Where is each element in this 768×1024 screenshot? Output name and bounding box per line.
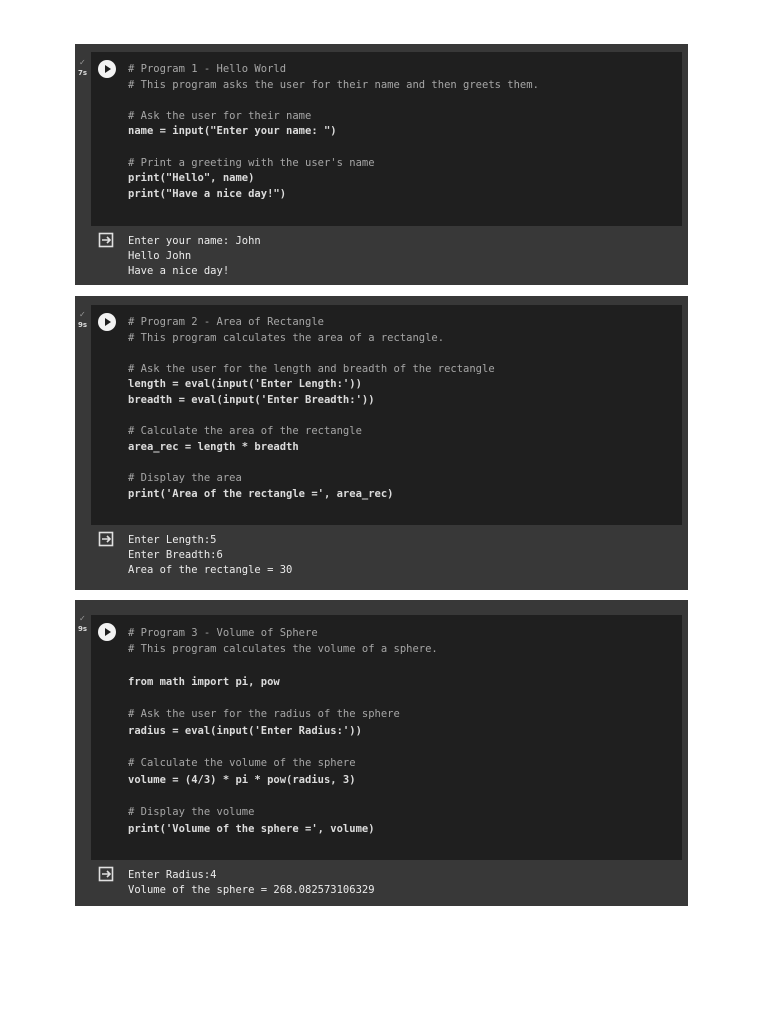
output-line: Enter Breadth:6 bbox=[128, 549, 223, 561]
blank-line bbox=[128, 346, 495, 362]
run-cell-button[interactable] bbox=[98, 623, 116, 641]
blank-line bbox=[128, 690, 438, 706]
output-lines bbox=[128, 234, 261, 279]
output-line: Enter your name: John bbox=[128, 235, 261, 247]
run-cell-button[interactable] bbox=[98, 313, 116, 331]
code-line: print('Area of the rectangle =', area_rec) bbox=[128, 487, 394, 500]
execution-time: 9s bbox=[78, 321, 88, 329]
cell-output bbox=[91, 525, 682, 590]
code-line: print("Have a nice day!") bbox=[128, 187, 287, 200]
output-line: Have a nice day! bbox=[128, 265, 230, 277]
blank-line bbox=[128, 788, 438, 804]
code-line: volume = (4/3) * pi * pow(radius, 3) bbox=[128, 773, 356, 786]
output-line: Area of the rectangle = 30 bbox=[128, 564, 293, 576]
code-comment-line: # Program 1 - Hello World bbox=[128, 63, 287, 75]
code-line: name = input("Enter your name: ") bbox=[128, 125, 337, 138]
code-editor[interactable] bbox=[91, 52, 682, 226]
code-cell-3[interactable] bbox=[75, 600, 688, 906]
code-comment-line: # This program asks the user for their name and then greets them. bbox=[128, 78, 539, 91]
code-lines[interactable] bbox=[128, 315, 495, 502]
output-lines bbox=[128, 868, 375, 898]
code-lines[interactable] bbox=[128, 62, 539, 202]
check-icon: ✓ bbox=[79, 310, 86, 319]
code-comment-line: # Calculate the area of the rectangle bbox=[128, 425, 362, 438]
code-lines[interactable] bbox=[128, 625, 438, 837]
check-icon: ✓ bbox=[79, 614, 86, 623]
output-lines bbox=[128, 533, 292, 578]
code-comment-line: # Display the volume bbox=[128, 806, 255, 819]
code-comment-line: # Display the area bbox=[128, 471, 242, 484]
code-comment-line: # Ask the user for the length and breadth of the rectangle bbox=[128, 362, 495, 375]
code-comment-line: # This program calculates the area of a rectangle. bbox=[128, 331, 445, 344]
code-comment-line: # Program 2 - Area of Rectangle bbox=[128, 316, 324, 328]
output-line: Volume of the sphere = 268.082573106329 bbox=[128, 884, 375, 896]
code-cell-1[interactable] bbox=[75, 44, 688, 285]
code-comment-line: # Calculate the volume of the sphere bbox=[128, 757, 356, 770]
execution-time: 7s bbox=[78, 69, 88, 77]
code-line: radius = eval(input('Enter Radius:')) bbox=[128, 724, 362, 737]
code-line: breadth = eval(input('Enter Breadth:')) bbox=[128, 393, 375, 406]
code-line: length = eval(input('Enter Length:')) bbox=[128, 378, 362, 391]
code-comment-line: # Ask the user for the radius of the sphere bbox=[128, 708, 400, 721]
output-line: Enter Radius:4 bbox=[128, 869, 217, 881]
output-line: Enter Length:5 bbox=[128, 534, 217, 546]
blank-line bbox=[128, 455, 495, 471]
code-comment-line: # Print a greeting with the user's name bbox=[128, 156, 375, 169]
execution-time: 9s bbox=[78, 625, 88, 633]
blank-line bbox=[128, 409, 495, 425]
code-editor[interactable] bbox=[91, 305, 682, 525]
run-cell-button[interactable] bbox=[98, 60, 116, 78]
output-line: Hello John bbox=[128, 250, 192, 262]
output-arrow-icon[interactable] bbox=[98, 531, 114, 547]
blank-line bbox=[128, 93, 539, 109]
code-line: area_rec = length * breadth bbox=[128, 440, 299, 453]
cell-output bbox=[91, 860, 682, 906]
check-icon: ✓ bbox=[79, 58, 86, 67]
code-line: print('Volume of the sphere =', volume) bbox=[128, 822, 375, 835]
code-comment-line: # This program calculates the volume of a sphere. bbox=[128, 643, 438, 656]
code-line: from math import pi, pow bbox=[128, 675, 280, 688]
cell-output bbox=[91, 226, 682, 285]
output-arrow-icon[interactable] bbox=[98, 232, 114, 248]
code-comment-line: # Ask the user for their name bbox=[128, 109, 312, 122]
blank-line bbox=[128, 739, 438, 755]
code-line: print("Hello", name) bbox=[128, 172, 255, 185]
output-arrow-icon[interactable] bbox=[98, 866, 114, 882]
blank-line bbox=[128, 658, 438, 674]
blank-line bbox=[128, 140, 539, 156]
code-comment-line: # Program 3 - Volume of Sphere bbox=[128, 627, 318, 639]
code-editor[interactable] bbox=[91, 615, 682, 860]
code-cell-2[interactable] bbox=[75, 296, 688, 590]
